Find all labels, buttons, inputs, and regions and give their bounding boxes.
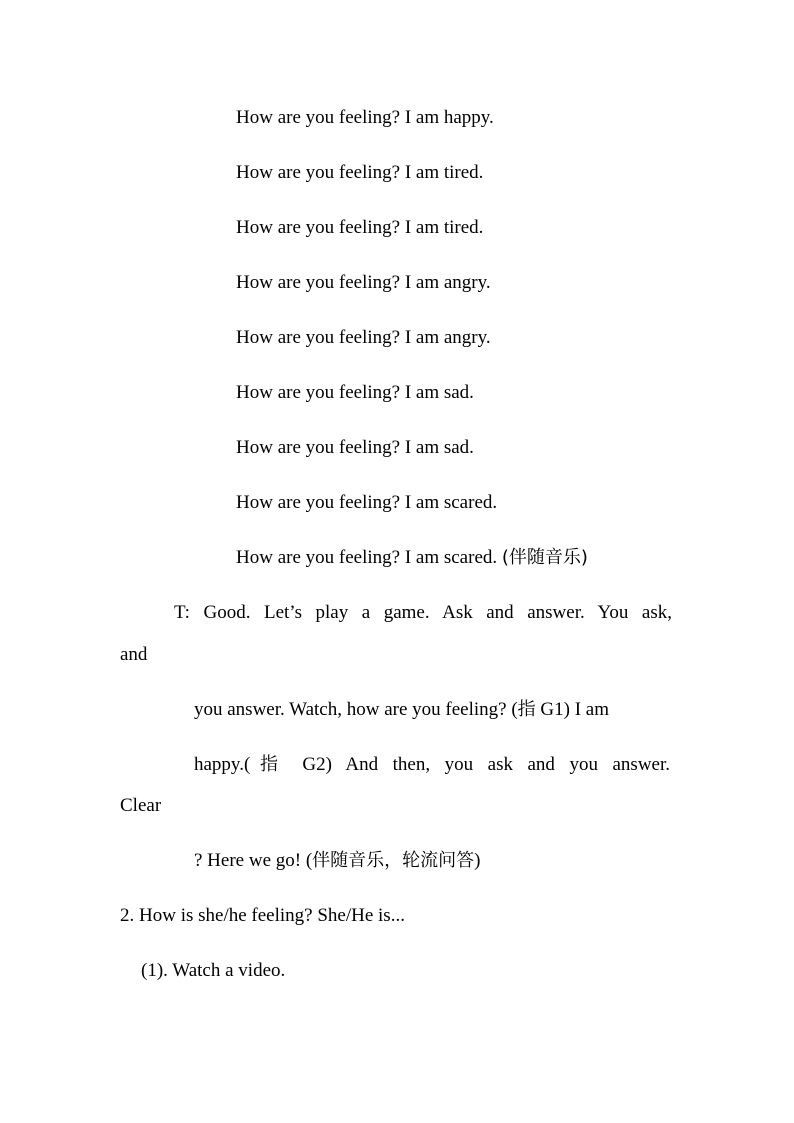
music-note: (伴随音乐): [501, 547, 588, 568]
song-line-7: How are you feeling? I am sad.: [236, 437, 474, 458]
teacher-line-3: [194, 755, 670, 774]
teacher-line-1-wrap: and: [120, 644, 148, 665]
song-line-9: [236, 548, 588, 567]
teacher-line-3-c: G2) And then, you ask and you answer.: [287, 754, 670, 775]
teacher-line-2: [194, 700, 609, 719]
song-line-4: How are you feeling? I am angry.: [236, 272, 491, 293]
teacher-line-2-a: you answer. Watch, how are you feeling? (: [194, 699, 518, 720]
section-2-heading: 2. How is she/he feeling? She/He is...: [120, 905, 405, 926]
teacher-line-4-c: ): [474, 850, 481, 871]
teacher-line-2-point: 指: [517, 699, 536, 720]
teacher-line-4-note: 伴随音乐，轮流问答: [312, 850, 475, 871]
teacher-line-1: T: Good. Let’s play a game. Ask and answer. You ask,: [174, 602, 672, 623]
song-line-1: How are you feeling? I am happy.: [236, 107, 494, 128]
song-line-3: How are you feeling? I am tired.: [236, 217, 484, 238]
song-line-6: How are you feeling? I am sad.: [236, 382, 474, 403]
teacher-line-2-c: G1) I am: [535, 699, 609, 720]
teacher-line-3-point: 指: [250, 754, 288, 775]
song-line-9-text: How are you feeling? I am scared.: [236, 547, 498, 568]
teacher-line-3-a: happy.(: [194, 754, 251, 775]
song-line-5: How are you feeling? I am angry.: [236, 327, 491, 348]
teacher-line-3-wrap: Clear: [120, 795, 162, 816]
song-line-2: How are you feeling? I am tired.: [236, 162, 484, 183]
teacher-line-4: [194, 851, 480, 870]
teacher-line-4-a: ? Here we go! (: [194, 850, 313, 871]
song-line-8: How are you feeling? I am scared.: [236, 492, 498, 513]
section-2-step-1: (1). Watch a video.: [141, 960, 286, 981]
